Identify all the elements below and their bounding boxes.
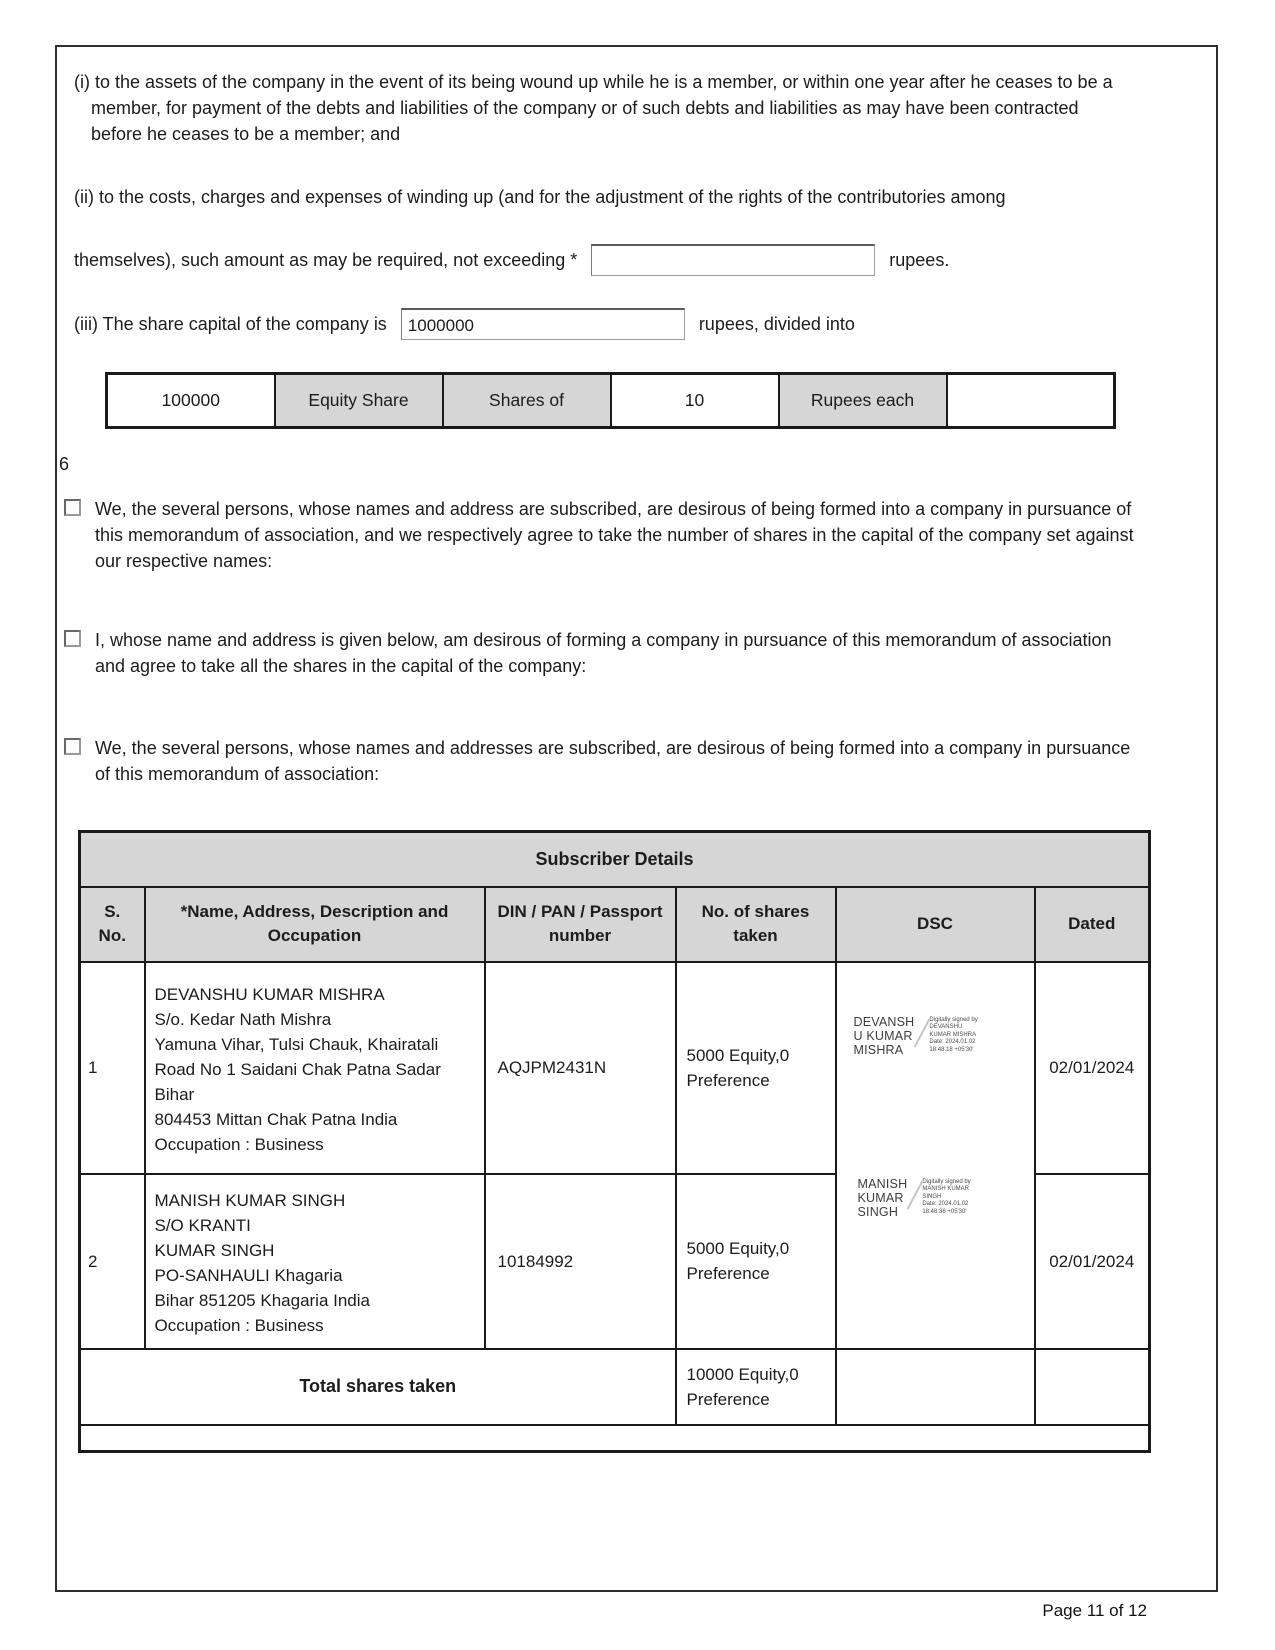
header-name: *Name, Address, Description and Occupation bbox=[145, 887, 485, 962]
divided-into-label: rupees, divided into bbox=[698, 313, 855, 334]
header-dated: Dated bbox=[1035, 887, 1150, 962]
share-denomination-table bbox=[105, 372, 1116, 429]
rupees-each-cell: Rupees each bbox=[779, 374, 947, 428]
table-title: Subscriber Details bbox=[80, 832, 1150, 887]
header-sno: S. No. bbox=[80, 887, 145, 962]
table-row bbox=[80, 962, 1150, 1174]
table-empty-row bbox=[80, 1425, 1150, 1452]
declaration-we-several-shares bbox=[64, 496, 1168, 574]
declaration-text-2: I, whose name and address is given below, am desirous of forming a company in pursuance of this memorandum of association and agree to take all the shares in the capital of the company: bbox=[95, 630, 1112, 676]
table-header-row bbox=[80, 887, 1150, 962]
header-shares: No. of shares taken bbox=[676, 887, 836, 962]
clause-ii: (ii) to the costs, charges and expenses of winding up (and for the adjustment of the rights of the contributories among bbox=[74, 187, 1006, 207]
row2-name-line: Occupation : Business bbox=[154, 1315, 324, 1335]
section-number: 6 bbox=[59, 454, 70, 474]
total-shares-value: 10000 Equity,0 Preference bbox=[676, 1349, 836, 1425]
signature-detail-1: Digitally signed by DEVANSHU KUMAR MISHRA Date: 2024.01.02 18:48:18 +05'30' bbox=[929, 1016, 978, 1053]
declaration-text-3: We, the several persons, whose names and addresses are subscribed, are desirous of being formed into a company in pursuance of this memorandum of association: bbox=[95, 738, 1131, 784]
signature-slash bbox=[917, 1019, 927, 1049]
empty-cell bbox=[947, 374, 1115, 428]
declaration-checkbox-3[interactable] bbox=[64, 738, 81, 755]
table-title-row bbox=[80, 832, 1150, 887]
total-row bbox=[80, 1349, 1150, 1425]
row2-name-line: MANISH KUMAR SINGH bbox=[154, 1190, 346, 1210]
row2-sno: 2 bbox=[80, 1174, 145, 1349]
signature-detail-2: Digitally signed by MANISH KUMAR SINGH Date: 2024.01.02 18:48:36 +05'30' bbox=[922, 1178, 971, 1215]
declaration-checkbox-1[interactable] bbox=[64, 499, 81, 516]
not-exceeding-input[interactable] bbox=[591, 244, 875, 276]
header-din: DIN / PAN / Passport number bbox=[485, 887, 676, 962]
declaration-text-1: We, the several persons, whose names and address are subscribed, are desirous of being formed into a company in pursuance of this memorandum of association, and we respectively agree to take the number of shares in the capital of the company set against our respective names: bbox=[95, 499, 1134, 571]
row2-name-line: Bihar 851205 Khagaria India bbox=[154, 1290, 370, 1310]
share-capital-input[interactable] bbox=[401, 308, 685, 340]
dsc-signature-1 bbox=[854, 1015, 978, 1057]
row1-din: AQJPM2431N bbox=[485, 962, 676, 1174]
row1-name-line: Occupation : Business bbox=[154, 1134, 324, 1154]
shares-of-cell: Shares of bbox=[443, 374, 611, 428]
declaration-checkbox-2[interactable] bbox=[64, 630, 81, 647]
dsc-column-cell bbox=[836, 962, 1035, 1349]
declaration-we-several-plain bbox=[64, 735, 1168, 787]
not-exceeding-label: themselves), such amount as may be required, not exceeding * bbox=[74, 249, 578, 270]
row1-name-address bbox=[145, 962, 485, 1174]
row1-name-line: Road No 1 Saidani Chak Patna Sadar Bihar bbox=[154, 1059, 441, 1104]
row2-name-line: S/O KRANTI bbox=[154, 1215, 251, 1235]
row1-name-line: Yamuna Vihar, Tulsi Chauk, Khairatali bbox=[154, 1034, 439, 1054]
share-capital-row bbox=[74, 308, 1168, 340]
signature-slash bbox=[910, 1181, 920, 1211]
document-page bbox=[55, 45, 1218, 1592]
page-number: Page 11 of 12 bbox=[1042, 1601, 1147, 1620]
row2-shares: 5000 Equity,0 Preference bbox=[676, 1174, 836, 1349]
row1-dated: 02/01/2024 bbox=[1035, 962, 1150, 1174]
row2-name-line: PO-SANHAULI Khagaria bbox=[154, 1265, 343, 1285]
total-dated-empty bbox=[1035, 1349, 1150, 1425]
row2-din: 10184992 bbox=[485, 1174, 676, 1349]
signature-name-2: MANISH KUMAR SINGH bbox=[857, 1176, 908, 1219]
row2-name-address bbox=[145, 1174, 485, 1349]
row1-name-line: 804453 Mittan Chak Patna India bbox=[154, 1109, 398, 1129]
share-capital-label: (iii) The share capital of the company is bbox=[74, 313, 387, 334]
total-shares-label: Total shares taken bbox=[80, 1349, 676, 1425]
row1-name-line: S/o. Kedar Nath Mishra bbox=[154, 1009, 332, 1029]
share-value-cell[interactable]: 10 bbox=[611, 374, 779, 428]
not-exceeding-row bbox=[74, 244, 1168, 276]
subscriber-details-table bbox=[78, 830, 1151, 1453]
row1-shares: 5000 Equity,0 Preference bbox=[676, 962, 836, 1174]
row1-name-line: DEVANSHU KUMAR MISHRA bbox=[154, 984, 385, 1004]
total-dsc-empty bbox=[836, 1349, 1035, 1425]
share-type-cell: Equity Share bbox=[275, 374, 443, 428]
rupees-label: rupees. bbox=[889, 249, 950, 270]
share-count-cell[interactable]: 100000 bbox=[107, 374, 275, 428]
row2-dated: 02/01/2024 bbox=[1035, 1174, 1150, 1349]
declaration-single-person bbox=[64, 627, 1168, 679]
row1-sno: 1 bbox=[80, 962, 145, 1174]
empty-footer-cell bbox=[80, 1425, 1150, 1452]
clause-i: (i) to the assets of the company in the event of its being wound up while he is a member, or within one year after he ceases to be a member, for payment of the debts and liabilities of the company or of such debts and liabilities as may have been contracted before he ceases to be a member; and bbox=[74, 72, 1113, 144]
dsc-signature-2 bbox=[858, 1177, 971, 1219]
row2-name-line: KUMAR SINGH bbox=[154, 1240, 275, 1260]
signature-name-1: DEVANSH U KUMAR MISHRA bbox=[853, 1014, 915, 1057]
header-dsc: DSC bbox=[836, 887, 1035, 962]
